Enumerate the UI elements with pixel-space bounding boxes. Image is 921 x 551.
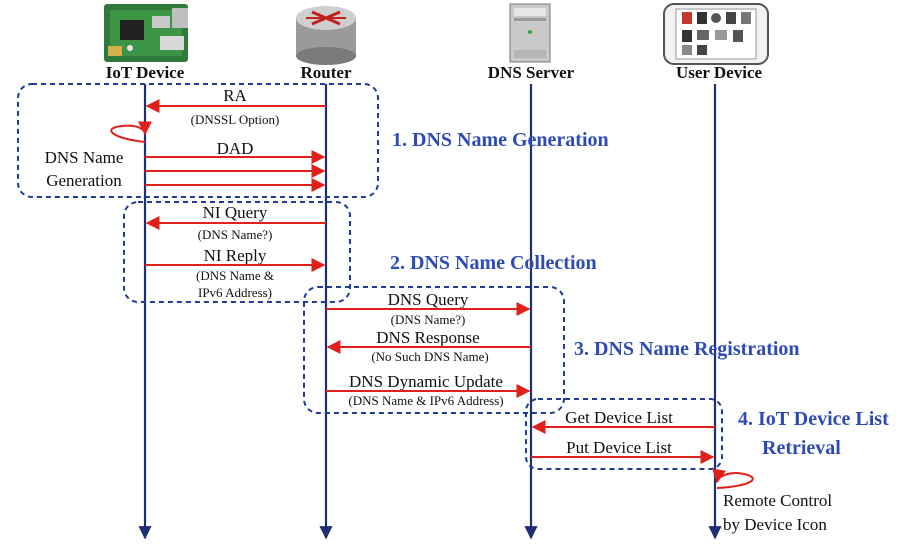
- message-sublabel-dns-query: (DNS Name?): [390, 312, 466, 327]
- entity-label-router: Router: [300, 63, 352, 82]
- self-arrow-remote-control: [717, 473, 753, 488]
- self-action-label-name-gen-line1: DNS Name: [44, 148, 124, 167]
- self-action-label-remote-line1: Remote Control: [723, 491, 833, 510]
- smartphone-icon: [664, 4, 768, 64]
- message-label-dad: DAD: [216, 139, 254, 158]
- entity-label-dns-server: DNS Server: [487, 63, 575, 82]
- message-label-get-list: Get Device List: [565, 408, 673, 427]
- message-label-dns-response: DNS Response: [376, 328, 480, 347]
- router-icon: [296, 6, 356, 65]
- message-sublabel-dns-update: (DNS Name & IPv6 Address): [348, 393, 504, 408]
- server-tower-icon: [510, 4, 550, 62]
- message-label-dns-query: DNS Query: [387, 290, 469, 309]
- raspberry-pi-board-icon: [104, 4, 188, 62]
- message-label-dns-update: DNS Dynamic Update: [349, 372, 503, 391]
- message-sublabel-dns-response: (No Such DNS Name): [371, 349, 489, 364]
- phase-label-2: 2. DNS Name Collection: [390, 252, 597, 274]
- message-label-ni-reply: NI Reply: [203, 246, 267, 265]
- message-sublabel-ni-reply-line2: IPv6 Address): [197, 285, 273, 300]
- message-sublabel-ra: (DNSSL Option): [190, 112, 280, 127]
- message-label-ni-query: NI Query: [202, 203, 268, 222]
- phase-label-1: 1. DNS Name Generation: [392, 129, 609, 151]
- message-sublabel-ni-query: (DNS Name?): [197, 227, 273, 242]
- self-action-label-remote-line2: by Device Icon: [723, 515, 827, 534]
- phase-label-4-line1: 4. IoT Device List: [738, 408, 889, 430]
- message-label-put-list: Put Device List: [566, 438, 672, 457]
- phase-label-4-line2: Retrieval: [762, 437, 841, 459]
- entity-label-user-device: User Device: [675, 63, 763, 82]
- message-sublabel-ni-reply-line1: (DNS Name &: [196, 268, 274, 283]
- entity-label-iot-device: IoT Device: [105, 63, 185, 82]
- phase-label-3: 3. DNS Name Registration: [574, 338, 800, 360]
- message-label-ra: RA: [223, 86, 247, 105]
- self-arrow-name-generation: [111, 126, 145, 142]
- self-action-label-name-gen-line2: Generation: [46, 171, 122, 190]
